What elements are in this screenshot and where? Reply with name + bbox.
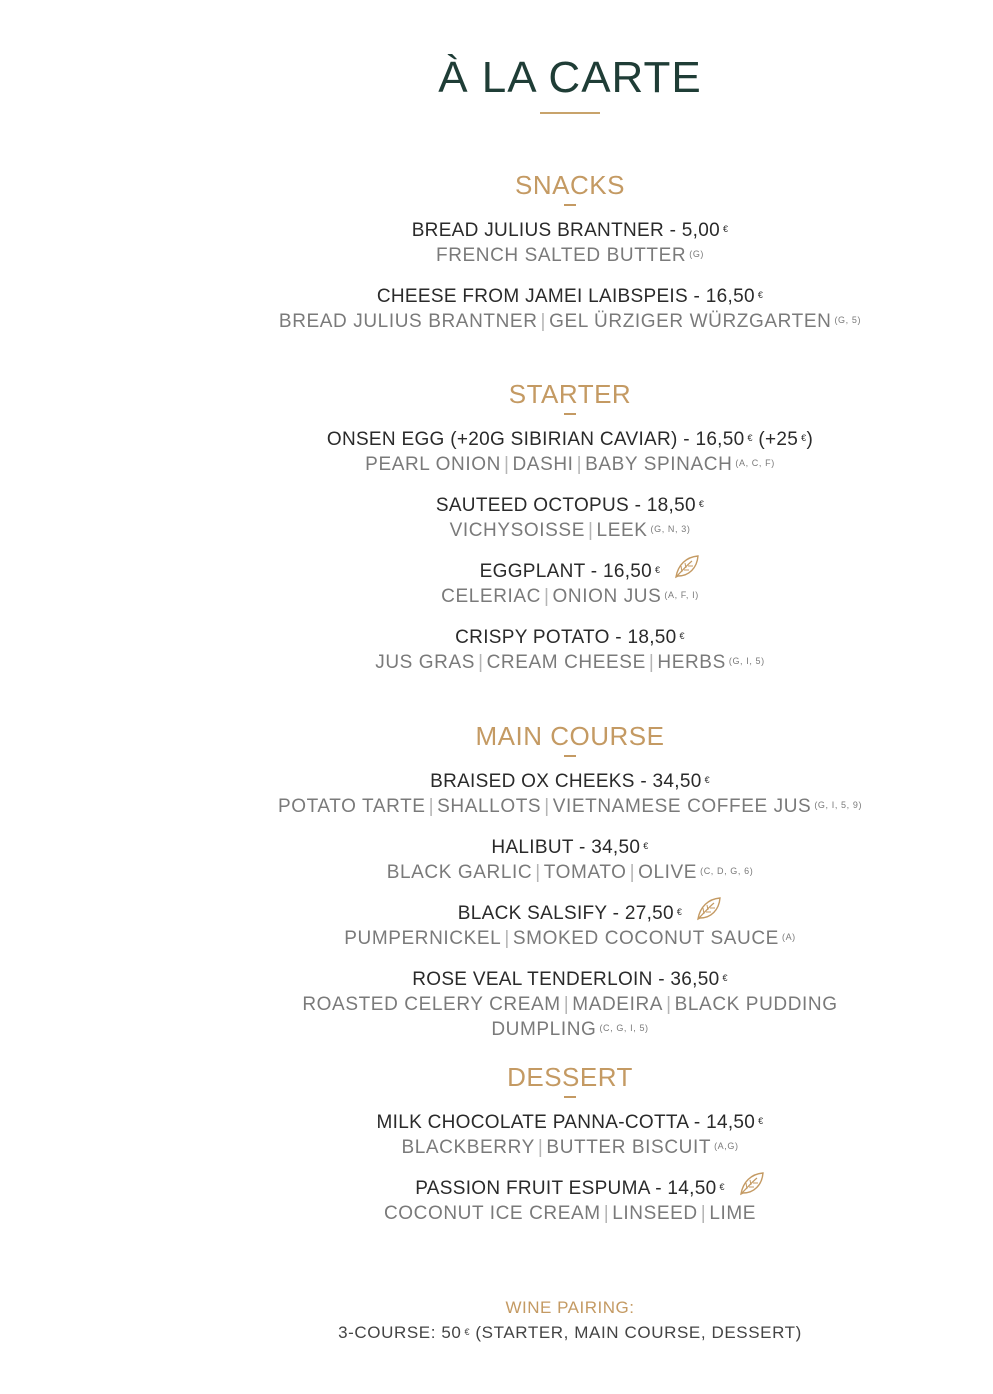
menu-item-name: ONSEN EGG (+20G SIBIRIAN CAVIAR) - 16,50 [326, 429, 745, 450]
menu-item-component: SMOKED COCONUT SAUCE [512, 928, 779, 949]
menu-item-name: MILK CHOCOLATE PANNA-COTTA - 14,50 [376, 1112, 756, 1133]
leaf-icon [694, 895, 722, 923]
menu-item-description [240, 584, 900, 609]
menu-item-header [240, 427, 900, 452]
section-title: DESSERT [507, 1062, 633, 1092]
menu-item [240, 769, 900, 819]
menu-item-name: EGGPLANT - 16,50 [479, 561, 653, 582]
section-title: MAIN COURSE [475, 721, 665, 751]
euro-sign: € [676, 907, 683, 917]
menu-item-component: FRENCH SALTED BUTTER [435, 245, 687, 266]
menu-item-name: ROSE VEAL TENDERLOIN - 36,50 [412, 969, 720, 990]
menu-item-component: CREAM CHEESE [486, 652, 646, 673]
leaf-icon [737, 1170, 765, 1198]
menu-item-name-line [436, 493, 704, 518]
wine-pairing-title: WINE PAIRING: [505, 1298, 635, 1317]
wine-pairing [240, 1296, 900, 1346]
separator: | [587, 520, 594, 541]
separator: | [544, 586, 550, 607]
euro-sign: € [679, 631, 685, 641]
menu-item-name-line [491, 835, 648, 860]
menu-item-description [240, 518, 900, 543]
euro-sign: € [704, 775, 710, 785]
menu-item-name-line [455, 625, 685, 650]
menu-item-component: POTATO TARTE [277, 796, 426, 817]
menu-item [240, 427, 900, 477]
leaf-icon [672, 553, 700, 581]
euro-sign: € [747, 433, 753, 443]
menu-item-component: MADEIRA [572, 994, 664, 1015]
menu-item-header [240, 493, 900, 518]
euro-sign: € [722, 224, 729, 234]
menu-page [240, 0, 900, 1224]
section-title: STARTER [508, 379, 632, 409]
euro-sign: € [757, 290, 764, 300]
euro-sign: € [464, 1327, 471, 1337]
menu-item-header [240, 901, 900, 926]
wine-pairing-courses: (STARTER, MAIN COURSE, DESSERT) [475, 1323, 802, 1342]
menu-item-name-line [458, 901, 682, 926]
menu-section [240, 379, 900, 691]
menu-item [240, 967, 900, 1042]
menu-section [240, 170, 900, 350]
menu-item-description [240, 1201, 900, 1226]
separator: | [478, 652, 484, 673]
menu-item-name: HALIBUT - 34,50 [491, 837, 641, 858]
allergen-codes: (A,G) [714, 1141, 739, 1151]
menu-item-description [240, 650, 900, 675]
allergen-codes: (G, N, 3) [650, 524, 691, 534]
separator: | [603, 1203, 610, 1224]
separator: | [540, 311, 547, 332]
menu-item-name-line [480, 559, 661, 584]
separator: | [629, 862, 636, 883]
menu-item-header [240, 625, 900, 650]
menu-item-name: BREAD JULIUS BRANTNER - 5,00 [411, 220, 720, 241]
menu-item-description [240, 309, 900, 334]
menu-item [240, 1110, 900, 1160]
menu-item-name: SAUTEED OCTOPUS - 18,50 [435, 495, 696, 516]
menu-section [240, 721, 900, 1058]
menu-item-component: COCONUT ICE CREAM [383, 1203, 601, 1224]
menu-item-component: BLACK GARLIC [386, 862, 533, 883]
menu-item-component: ONION JUS [552, 586, 662, 607]
separator: | [428, 796, 435, 817]
allergen-codes: (G, I, 5) [728, 656, 765, 666]
menu-item-header [240, 967, 900, 992]
menu-item-component: JUS GRAS [375, 652, 476, 673]
separator: | [503, 454, 510, 475]
menu-item-name-line [430, 769, 710, 794]
menu-item-component: SHALLOTS [437, 796, 542, 817]
wine-pairing-text [240, 1320, 900, 1346]
menu-item [240, 835, 900, 885]
menu-item-component: LINSEED [612, 1203, 698, 1224]
menu-item-component: BABY SPINACH [585, 454, 733, 475]
section-divider [564, 1096, 576, 1098]
menu-item-component: LIME [709, 1203, 757, 1224]
menu-item-component: DASHI [512, 454, 574, 475]
menu-item-component: TOMATO [543, 862, 627, 883]
menu-item [240, 625, 900, 675]
separator: | [544, 796, 550, 817]
menu-item-header [240, 284, 900, 309]
menu-section [240, 1062, 900, 1242]
euro-sign: € [719, 1182, 725, 1192]
menu-item-name-line [412, 967, 728, 992]
separator: | [504, 928, 510, 949]
separator: | [700, 1203, 707, 1224]
menu-item-name-line [412, 218, 729, 243]
menu-item-name: CRISPY POTATO - 18,50 [455, 627, 677, 648]
menu-item-description [240, 860, 900, 885]
menu-item-header [240, 835, 900, 860]
menu-item [240, 284, 900, 334]
menu-item-component: ROASTED CELERY CREAM [302, 994, 561, 1015]
wine-pairing-price: 3-COURSE: 50 [338, 1323, 462, 1342]
menu-item-component: CELERIAC [441, 586, 541, 607]
menu-item-name-line [377, 284, 763, 309]
section-title: SNACKS [515, 170, 625, 200]
menu-item-name: PASSION FRUIT ESPUMA - 14,50 [415, 1178, 717, 1199]
euro-sign: € [801, 433, 807, 443]
menu-item-component: BLACKBERRY [401, 1137, 535, 1158]
menu-item-component: PEARL ONION [365, 454, 501, 475]
menu-item-name-line [327, 427, 813, 452]
allergen-codes: (A, C, F) [735, 458, 775, 468]
separator: | [535, 862, 541, 883]
menu-item-description [240, 992, 900, 1042]
allergen-codes: (G, I, 5, 9) [814, 800, 863, 810]
allergen-codes: (C, G, I, 5) [599, 1023, 649, 1033]
section-divider [564, 413, 576, 415]
menu-item-component: VIETNAMESE COFFEE JUS [552, 796, 812, 817]
menu-item-extra-close: ) [806, 429, 814, 450]
menu-item-name: CHEESE FROM JAMEI LAIBSPEIS - 16,50 [376, 286, 755, 307]
allergen-codes: (G, 5) [834, 315, 862, 325]
menu-item-component: GEL ÜRZIGER WÜRZGARTEN [549, 311, 832, 332]
menu-item-header [240, 769, 900, 794]
menu-item-description [240, 926, 900, 951]
menu-item-name: BRAISED OX CHEEKS - 34,50 [430, 771, 702, 792]
menu-item-component: VICHYSOISSE [449, 520, 585, 541]
menu-item-component: BUTTER BISCUIT [546, 1137, 712, 1158]
menu-item [240, 493, 900, 543]
menu-item [240, 901, 900, 951]
menu-item-component: LEEK [596, 520, 648, 541]
euro-sign: € [722, 973, 728, 983]
menu-item-component: BREAD JULIUS BRANTNER [278, 311, 538, 332]
menu-item-header [240, 1110, 900, 1135]
menu-item-header [240, 218, 900, 243]
menu-item-component: OLIVE [638, 862, 698, 883]
page-title: À LA CARTE [438, 53, 702, 102]
separator: | [537, 1137, 544, 1158]
euro-sign: € [655, 565, 661, 575]
menu-item-description [240, 794, 900, 819]
allergen-codes: (A, F, I) [664, 590, 699, 600]
allergen-codes: (A) [781, 932, 796, 942]
menu-item-description [240, 452, 900, 477]
separator: | [648, 652, 655, 673]
euro-sign: € [643, 841, 649, 851]
separator: | [563, 994, 570, 1015]
menu-item-description [240, 1135, 900, 1160]
separator: | [666, 994, 672, 1015]
menu-item-name: BLACK SALSIFY - 27,50 [457, 903, 674, 924]
menu-item-component: HERBS [657, 652, 726, 673]
menu-item [240, 218, 900, 268]
menu-item-name-line [377, 1110, 764, 1135]
separator: | [576, 454, 583, 475]
menu-item-header [240, 559, 900, 584]
menu-item-header [240, 1176, 900, 1201]
euro-sign: € [758, 1116, 764, 1126]
menu-item [240, 1176, 900, 1226]
menu-item-component: PUMPERNICKEL [344, 928, 502, 949]
section-divider [564, 204, 576, 206]
menu-item-extra-price: (+25 [758, 429, 799, 450]
menu-item-description [240, 243, 900, 268]
title-divider [540, 112, 600, 114]
menu-item-name-line [415, 1176, 725, 1201]
menu-item [240, 559, 900, 609]
section-divider [564, 755, 576, 757]
allergen-codes: (G) [689, 249, 705, 259]
menu-item-component: BLACK PUDDING DUMPLING [491, 994, 838, 1040]
allergen-codes: (C, D, G, 6) [700, 866, 754, 876]
euro-sign: € [698, 499, 705, 509]
